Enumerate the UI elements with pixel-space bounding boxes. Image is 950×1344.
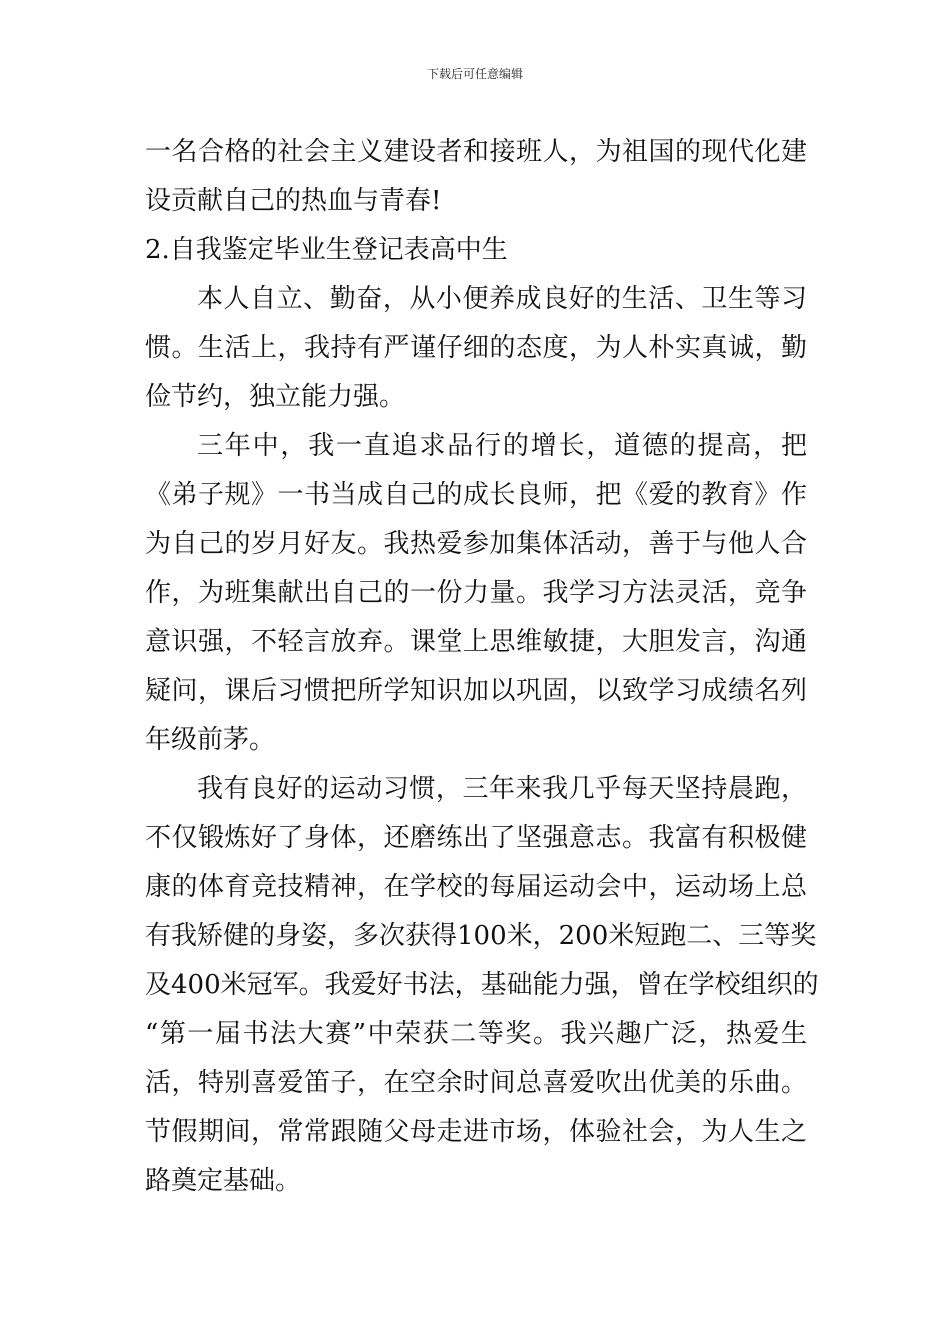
text-line: 年级前茅。: [145, 725, 276, 755]
text-line: 有我矫健的身姿，多次获得100米，200米短跑二、三等奖: [145, 921, 817, 951]
text-line: 活，特别喜爱笛子，在空余时间总喜爱吹出优美的乐曲。: [145, 1068, 807, 1098]
text-line: 《弟子规》一书当成自己的成长良师，把《爱的教育》作: [145, 480, 807, 510]
text-line: 为自己的岁月好友。我热爱参加集体活动，善于与他人合: [145, 529, 807, 559]
text-line: 三年中，我一直追求品行的增长，道德的提高，把: [197, 431, 807, 461]
text-line: 本人自立、勤奋，从小便养成良好的生活、卫生等习: [197, 284, 807, 314]
text-line: 俭节约，独立能力强。: [145, 382, 406, 412]
text-line: “第一届书法大赛”中荣获二等奖。我兴趣广泛，热爱生: [145, 1019, 807, 1049]
page-header-note: 下载后可任意编辑: [426, 67, 523, 81]
text-line: 康的体育竞技精神，在学校的每届运动会中，运动场上总: [145, 872, 807, 902]
text-line: 设贡献自己的热血与青春!: [145, 186, 442, 216]
text-line: 惯。生活上，我持有严谨仔细的态度，为人朴实真诚，勤: [145, 333, 807, 363]
section-heading: 2.自我鉴定毕业生登记表高中生: [145, 235, 508, 265]
document-body: [145, 128, 819, 1206]
text-line: 疑问，课后习惯把所学知识加以巩固，以致学习成绩名列: [145, 676, 807, 706]
text-line: 路奠定基础。: [145, 1166, 302, 1196]
text-line: 不仅锻炼好了身体，还磨练出了坚强意志。我富有积极健: [145, 823, 807, 853]
text-line: 意识强，不轻言放弃。课堂上思维敏捷，大胆发言，沟通: [145, 627, 807, 657]
text-line: 作，为班集献出自己的一份力量。我学习方法灵活，竞争: [145, 578, 807, 608]
text-line: 节假期间，常常跟随父母走进市场，体验社会，为人生之: [145, 1117, 807, 1147]
text-line: 我有良好的运动习惯，三年来我几乎每天坚持晨跑，: [197, 774, 807, 804]
text-line: 及400米冠军。我爱好书法，基础能力强，曾在学校组织的: [145, 970, 819, 1000]
text-line: 一名合格的社会主义建设者和接班人，为祖国的现代化建: [145, 137, 807, 167]
